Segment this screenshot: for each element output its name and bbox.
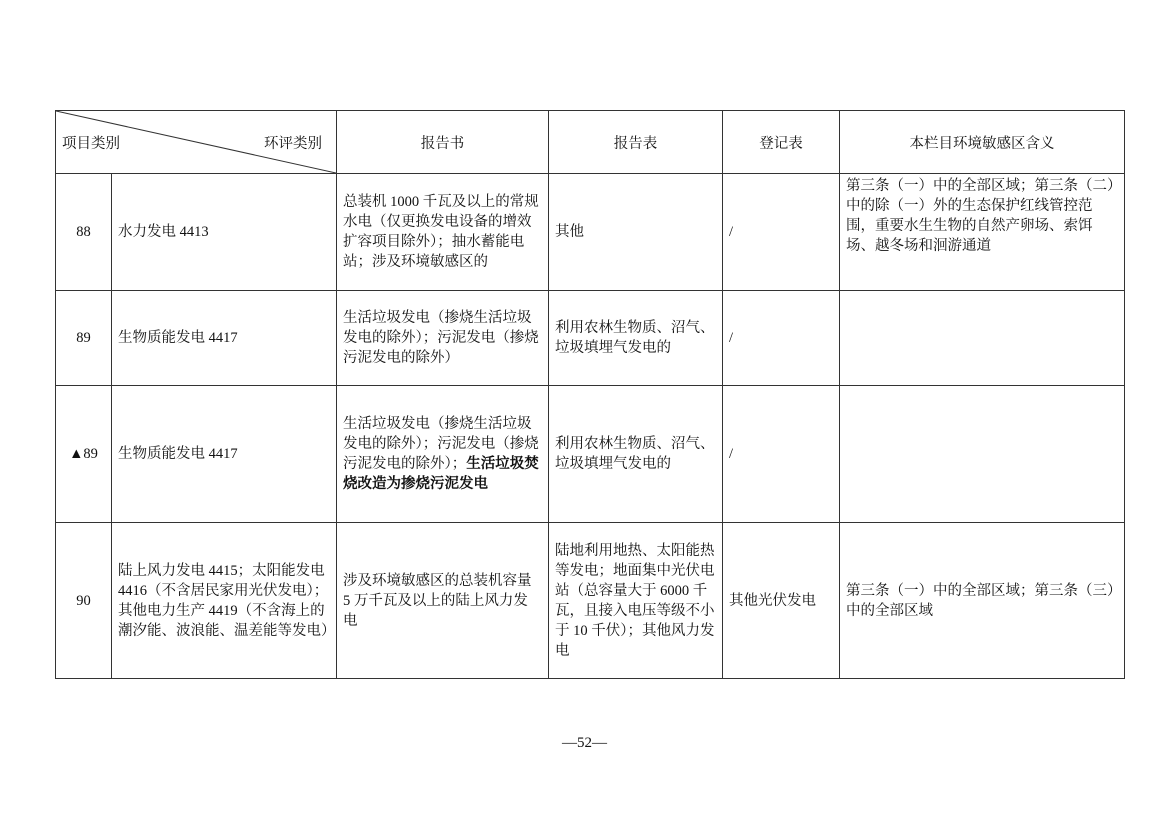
registration-cell: / (723, 386, 840, 523)
project-name: 水力发电 4413 (112, 174, 337, 291)
eia-classification-table (55, 110, 1125, 679)
report-book-header: 报告书 (337, 111, 549, 174)
page-number: —52— (562, 735, 607, 751)
row-number: ▲89 (56, 386, 112, 523)
report-book-cell (337, 386, 549, 523)
header-row (56, 111, 1125, 174)
report-form-cell: 其他 (549, 174, 723, 291)
project-name: 生物质能发电 4417 (112, 291, 337, 386)
table-row (56, 523, 1125, 679)
row-number: 90 (56, 523, 112, 679)
registration-form-header: 登记表 (723, 111, 840, 174)
sensitive-area-cell (840, 386, 1125, 523)
sensitive-area-cell (840, 291, 1125, 386)
registration-cell: / (723, 291, 840, 386)
sensitive-area-header: 本栏目环境敏感区含义 (840, 111, 1125, 174)
report-form-cell: 陆地利用地热、太阳能热等发电；地面集中光伏电站（总容量大于 6000 千瓦，且接入电压等级不小于 10 千伏）；其他风力发电 (549, 523, 723, 679)
report-book-bold-text: 生活垃圾焚烧改造为掺烧污泥发电 (343, 456, 539, 492)
sensitive-area-cell: 第三条（一）中的全部区域；第三条（三）中的全部区域 (840, 523, 1125, 679)
project-name: 生物质能发电 4417 (112, 386, 337, 523)
row-number: 89 (56, 291, 112, 386)
project-name: 陆上风力发电 4415；太阳能发电 4416（不含居民家用光伏发电）；其他电力生产 4419（不含海上的潮汐能、波浪能、温差能等发电） (112, 523, 337, 679)
table-row (56, 291, 1125, 386)
report-form-cell: 利用农林生物质、沼气、垃圾填埋气发电的 (549, 386, 723, 523)
eia-category-header: 环评类别 (264, 136, 322, 152)
sensitive-area-cell: 第三条（一）中的全部区域；第三条（二）中的除（一）外的生态保护红线管控范围，重要水生生物的自然产卵场、索饵场、越冬场和洄游通道 (840, 174, 1125, 291)
item-category-header: 项目类别 (62, 136, 120, 152)
report-book-cell: 总装机 1000 千瓦及以上的常规水电（仅更换发电设备的增效扩容项目除外）；抽水蓄能电站；涉及环境敏感区的 (337, 174, 549, 291)
report-book-text: 生活垃圾发电（掺烧生活垃圾发电的除外）；污泥发电（掺烧污泥发电的除外）； (343, 416, 539, 472)
row-number: 88 (56, 174, 112, 291)
registration-cell: / (723, 174, 840, 291)
report-form-cell: 利用农林生物质、沼气、垃圾填埋气发电的 (549, 291, 723, 386)
report-form-header: 报告表 (549, 111, 723, 174)
registration-cell: 其他光伏发电 (723, 523, 840, 679)
header-diagonal-cell (56, 111, 337, 174)
report-book-cell: 生活垃圾发电（掺烧生活垃圾发电的除外）；污泥发电（掺烧污泥发电的除外） (337, 291, 549, 386)
table-row (56, 386, 1125, 523)
report-book-cell: 涉及环境敏感区的总装机容量 5 万千瓦及以上的陆上风力发电 (337, 523, 549, 679)
table-row (56, 174, 1125, 291)
